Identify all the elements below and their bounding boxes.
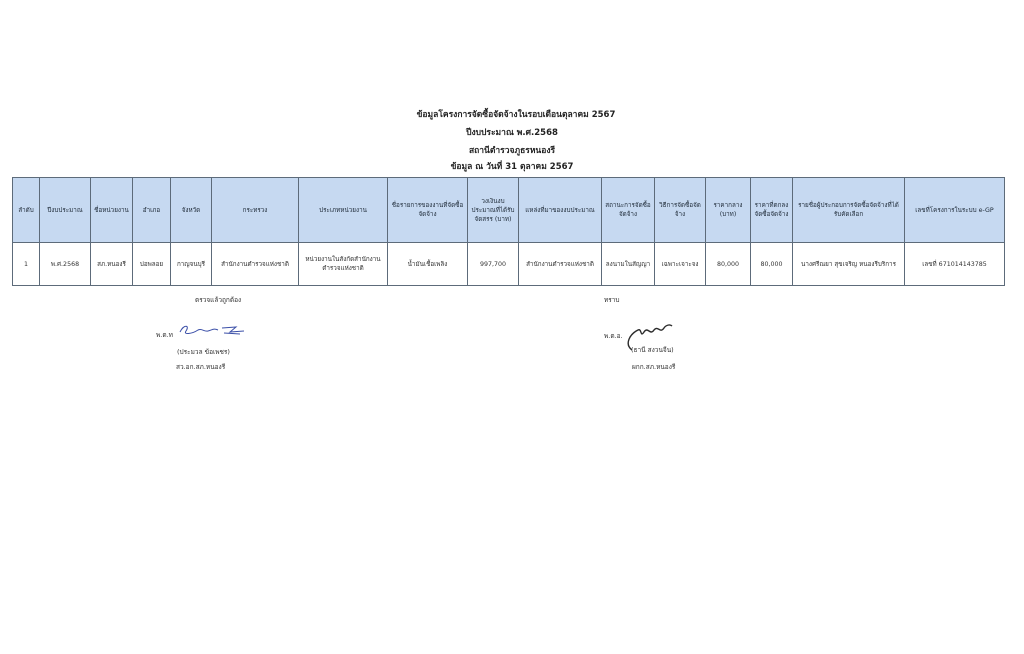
column-header: จังหวัด (171, 178, 212, 243)
cell-budget: 997,700 (468, 243, 519, 286)
right-name: (ธานี สงวนจีน) (631, 346, 674, 354)
column-header: ประเภทหน่วยงาน (299, 178, 388, 243)
column-header: ชื่อรายการของงานที่จัดซื้อจัดจ้าง (388, 178, 468, 243)
cell-status: ลงนามในสัญญา (602, 243, 655, 286)
column-header: วงเงินงบประมาณที่ได้รับจัดสรร (บาท) (468, 178, 519, 243)
column-header: ชื่อหน่วยงาน (91, 178, 133, 243)
column-header: อำเภอ (133, 178, 171, 243)
cell-median-price: 80,000 (706, 243, 751, 286)
right-position: ผกก.สภ.หนองรี (632, 363, 676, 371)
cell-agreed-price: 80,000 (751, 243, 793, 286)
left-signature-stroke (180, 326, 218, 333)
cell-vendor: นางศรีณยา สุขเจริญ หนองรีบริการ (793, 243, 905, 286)
column-header: วิธีการจัดซื้อจัดจ้าง (655, 178, 706, 243)
report-title: ข้อมูลโครงการจัดซื้อจัดจ้างในรอบเดือนตุลาคม 2567 (416, 110, 616, 120)
column-header: เลขที่โครงการในระบบ e-GP (905, 178, 1005, 243)
cell-egp-number: เลขที่ 671014143785 (905, 243, 1005, 286)
left-signature-block (150, 296, 270, 376)
cell-agency-type: หน่วยงานในสังกัดสำนักงานตำรวจแห่งชาติ (299, 243, 388, 286)
right-signature-block (604, 296, 724, 376)
station-name: สถานีตำรวจภูธรหนองรี (468, 146, 556, 156)
left-rank: พ.ต.ท (156, 331, 173, 339)
procurement-table (12, 177, 1005, 286)
left-position: สว.อก.สภ.หนองรี (176, 363, 226, 371)
cell-item: น้ำมันเชื้อเพลิง (388, 243, 468, 286)
column-header: ลำดับ (13, 178, 40, 243)
column-header: ราคากลาง (บาท) (706, 178, 751, 243)
cell-province: กาญจนบุรี (171, 243, 212, 286)
column-header: ราคาที่ตกลงจัดซื้อจัดจ้าง (751, 178, 793, 243)
cell-agency: สภ.หนองรี (91, 243, 133, 286)
left-signature-mark (178, 322, 250, 338)
cell-fiscal-year: พ.ศ.2568 (40, 243, 91, 286)
cell-ministry: สำนักงานตำรวจแห่งชาติ (212, 243, 299, 286)
left-caption: ตรวจแล้วถูกต้อง (195, 296, 242, 304)
right-rank: พ.ต.อ. (604, 332, 623, 340)
table-row (13, 243, 1005, 286)
left-signature-stroke (222, 327, 244, 334)
column-header: กระทรวง (212, 178, 299, 243)
cell-order: 1 (13, 243, 40, 286)
cell-method: เฉพาะเจาะจง (655, 243, 706, 286)
column-header: สถานะการจัดซื้อจัดจ้าง (602, 178, 655, 243)
column-header: รายชื่อผู้ประกอบการจัดซื้อจัดจ้างที่ได้รับคัดเลือก (793, 178, 905, 243)
fiscal-year: ปีงบประมาณ พ.ศ.2568 (466, 128, 558, 138)
cell-district: บ่อพลอย (133, 243, 171, 286)
as-of-date: ข้อมูล ณ วันที่ 31 ตุลาคม 2567 (450, 162, 574, 172)
right-caption: ทราบ (604, 296, 620, 304)
column-header: แหล่งที่มาของงบประมาณ (519, 178, 602, 243)
column-header: ปีงบประมาณ (40, 178, 91, 243)
cell-budget-source: สำนักงานตำรวจแห่งชาติ (519, 243, 602, 286)
table-header-row (13, 178, 1005, 243)
left-name: (ประมวล ข้อเพชร) (177, 348, 230, 356)
report-header (0, 106, 1024, 174)
